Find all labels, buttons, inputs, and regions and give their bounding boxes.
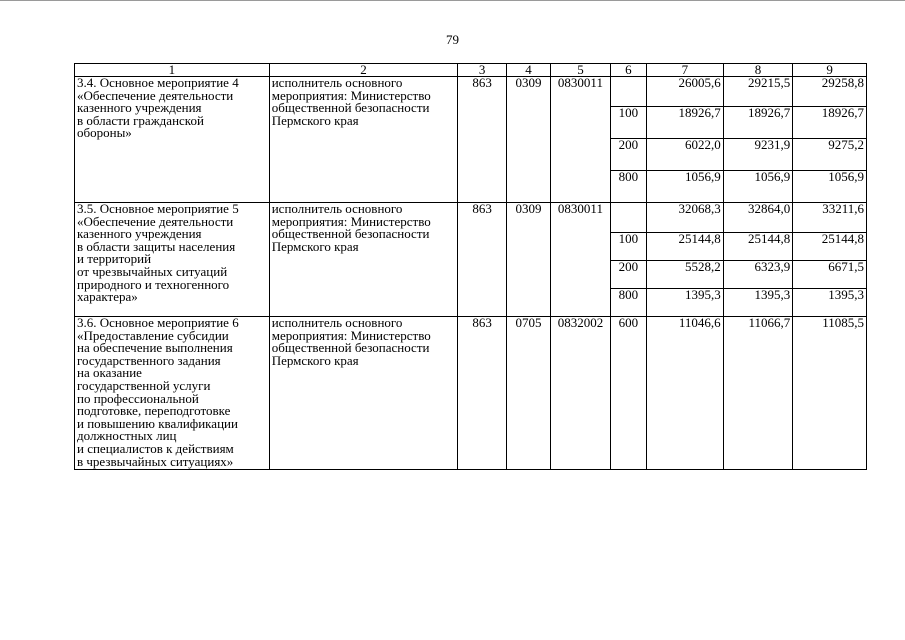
page-number: 79 (446, 32, 459, 47)
target-article-cell: 0830011 (551, 203, 611, 317)
expense-type-cell: 800 (610, 171, 646, 203)
header-cell: 3 (458, 64, 506, 77)
activity-name-cell: 3.5. Основное мероприятие 5 «Обеспечение деятельности казенного учреждения в области защиты населения и территорий от чрезвычайных ситуаций природного и техногенного характера» (75, 203, 270, 317)
header-cell: 1 (75, 64, 270, 77)
value-cell-year3: 33211,6 (793, 203, 867, 233)
executor-cell: исполнитель основного мероприятия: Министерство общественной безопасности Пермского края (269, 317, 458, 470)
expense-type-cell: 100 (610, 233, 646, 261)
table-row (75, 77, 867, 107)
header-cell: 7 (647, 64, 724, 77)
header-cell: 5 (551, 64, 611, 77)
expense-type-cell: 200 (610, 261, 646, 289)
scan-edge-line (0, 0, 905, 1)
executor-cell: исполнитель основного мероприятия: Министерство общественной безопасности Пермского края (269, 77, 458, 203)
expense-type-cell: 600 (610, 317, 646, 470)
expense-type-cell (610, 203, 646, 233)
value-cell-year1: 6022,0 (647, 139, 724, 171)
expense-type-cell: 200 (610, 139, 646, 171)
value-cell-year1: 18926,7 (647, 107, 724, 139)
value-cell-year3: 1056,9 (793, 171, 867, 203)
value-cell-year3: 1395,3 (793, 289, 867, 317)
code-cell: 863 (458, 77, 506, 203)
value-cell-year3: 9275,2 (793, 139, 867, 171)
code-cell: 863 (458, 203, 506, 317)
value-cell-year3: 29258,8 (793, 77, 867, 107)
value-cell-year2: 1395,3 (723, 289, 793, 317)
executor-cell: исполнитель основного мероприятия: Министерство общественной безопасности Пермского края (269, 203, 458, 317)
value-cell-year1: 5528,2 (647, 261, 724, 289)
value-cell-year1: 25144,8 (647, 233, 724, 261)
section-cell: 0309 (506, 77, 550, 203)
header-cell: 8 (723, 64, 793, 77)
value-cell-year2: 11066,7 (723, 317, 793, 470)
table-row (75, 317, 867, 470)
value-cell-year2: 1056,9 (723, 171, 793, 203)
value-cell-year3: 6671,5 (793, 261, 867, 289)
section-cell: 0309 (506, 203, 550, 317)
header-cell: 6 (610, 64, 646, 77)
value-cell-year2: 32864,0 (723, 203, 793, 233)
value-cell-year1: 26005,6 (647, 77, 724, 107)
target-article-cell: 0830011 (551, 77, 611, 203)
value-cell-year3: 18926,7 (793, 107, 867, 139)
header-cell: 9 (793, 64, 867, 77)
header-cell: 4 (506, 64, 550, 77)
value-cell-year1: 11046,6 (647, 317, 724, 470)
table-row (75, 203, 867, 233)
value-cell-year2: 9231,9 (723, 139, 793, 171)
value-cell-year1: 1056,9 (647, 171, 724, 203)
value-cell-year2: 25144,8 (723, 233, 793, 261)
expense-type-cell (610, 77, 646, 107)
section-cell: 0705 (506, 317, 550, 470)
activity-name-cell: 3.6. Основное мероприятие 6 «Предоставление субсидии на обеспечение выполнения государственного задания на оказание государственной услуги по профессиональной подготовке, переподготовке и повышению квалификации должностных лиц и специалистов к действиям в чрезвычайных ситуациях» (75, 317, 270, 470)
target-article-cell: 0832002 (551, 317, 611, 470)
code-cell: 863 (458, 317, 506, 470)
value-cell-year2: 18926,7 (723, 107, 793, 139)
value-cell-year2: 29215,5 (723, 77, 793, 107)
expense-type-cell: 800 (610, 289, 646, 317)
value-cell-year1: 32068,3 (647, 203, 724, 233)
value-cell-year3: 25144,8 (793, 233, 867, 261)
value-cell-year2: 6323,9 (723, 261, 793, 289)
expense-type-cell: 100 (610, 107, 646, 139)
budget-table (74, 63, 867, 470)
value-cell-year3: 11085,5 (793, 317, 867, 470)
activity-name-cell: 3.4. Основное мероприятие 4 «Обеспечение деятельности казенного учреждения в области гражданской обороны» (75, 77, 270, 203)
header-cell: 2 (269, 64, 458, 77)
value-cell-year1: 1395,3 (647, 289, 724, 317)
